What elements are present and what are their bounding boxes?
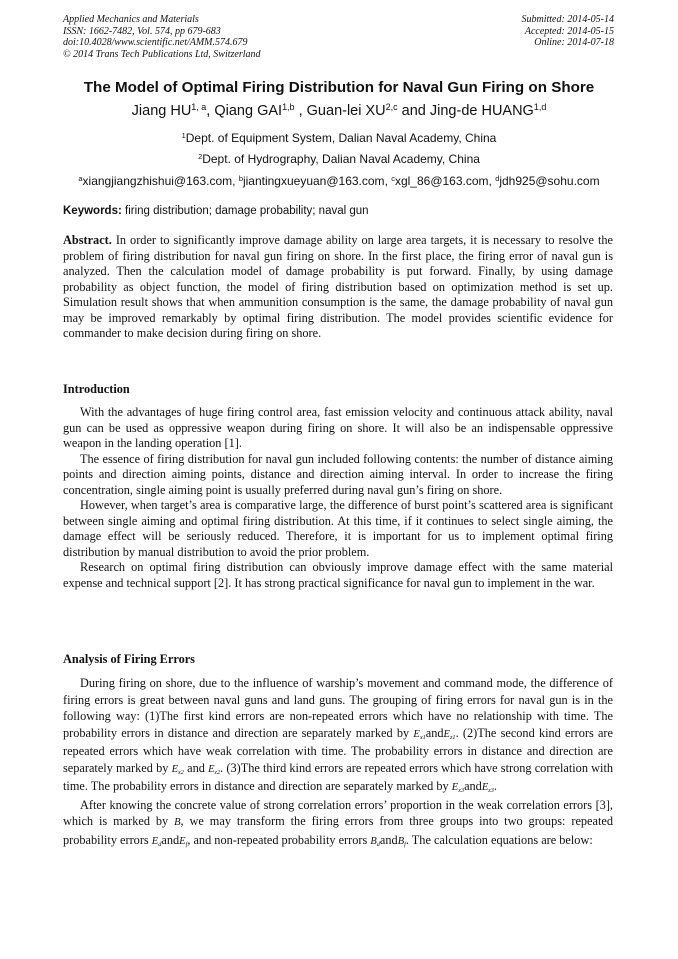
- analysis-paragraph: During firing on shore, due to the influence of warship’s movement and command mode, the difference of firing errors is great between naval guns and land guns. The grouping of firing errors for naval gun is in the following way: (1)The first kind errors are non-repeated errors which have no relationship with time. The probability errors in distance and direction are separately marked by $E_{x1}andE_{z1}$. (2)The second kind errors are repeated errors which have weak correlation with time. The probability errors in distance and direction are separately marked by $E_{x2}$ and $E_{z2}$. (3)The third kind errors are repeated errors which have strong correlation with time. The probability errors in distance and direction are separately marked by $E_{x3}andE_{z3}$.: [63, 676, 614, 795]
- math-symbol: $E_{z2}$: [208, 763, 221, 776]
- journal-issn: ISSN: 1662-7482, Vol. 574, pp 679-683: [63, 25, 221, 37]
- abstract-label: Abstract.: [63, 233, 112, 247]
- author-separator: ,: [298, 103, 307, 119]
- email-address: jiantingxueyuan@163.com: [242, 174, 385, 188]
- analysis-body: [63, 675, 613, 850]
- dates-header: [522, 14, 615, 49]
- author-name: Qiang GAI: [214, 103, 283, 119]
- journal-copyright: © 2014 Trans Tech Publications Ltd, Switzerland: [63, 48, 261, 60]
- author-name: Guan-lei XU: [306, 103, 386, 119]
- analysis-text: After knowing the concrete value of strong correlation errors’ proportion in the weak correlation errors [3], which is marked by: [63, 797, 613, 828]
- email-address: jdh925@sohu.com: [499, 174, 600, 188]
- accepted-date: Accepted: 2014-05-15: [524, 25, 614, 37]
- math-symbol: $E_{x2}$: [171, 763, 184, 776]
- analysis-text: . (2)The second kind errors are repeated errors which have weak correlation with time. The probability errors in distance and direction are separately marked by: [63, 725, 613, 775]
- keywords-label: Keywords:: [63, 205, 122, 217]
- math-symbol: $B_d$: [370, 835, 380, 848]
- author-sup: 2,c: [385, 102, 398, 113]
- analysis-text: , we may transform the firing errors from three groups into two groups: repeated probability errors: [63, 814, 613, 847]
- author-sup: 1, a: [191, 102, 207, 113]
- author-and: and: [397, 103, 430, 119]
- analysis-text: . The calculation equations are below:: [405, 832, 593, 847]
- email-sup: a: [78, 173, 83, 183]
- journal-doi: doi:10.4028/www.scientific.net/AMM.574.679: [63, 37, 248, 48]
- math-symbol: $B_f$: [397, 835, 406, 848]
- section-heading-analysis: Analysis of Firing Errors: [63, 652, 195, 666]
- intro-paragraph: Research on optimal firing distribution can obviously improve damage effect with the same material expense and technical support [2]. It has strong practical significance for naval gun to implement in the war.: [63, 560, 613, 590]
- email-address: xgl_86@163.com: [394, 174, 489, 188]
- email-sup: c: [391, 173, 395, 183]
- paper-title: The Model of Optimal Firing Distribution for Naval Gun Firing on Shore: [83, 79, 595, 96]
- author-sup: 1,b: [282, 102, 295, 113]
- affiliation: [30, 152, 648, 166]
- submitted-date: Submitted: 2014-05-14: [521, 14, 614, 25]
- math-symbol: B: [174, 817, 181, 828]
- intro-paragraph: However, when target’s area is comparative large, the difference of burst point’s scattered area is significant between single aiming and optimal firing distribution. At this time, if it continues to select single aiming, the damage effect will be seriously reduced. Therefore, it is important for us to implement optimal firing distribution by manual distribution to avoid the prior problem.: [63, 498, 613, 559]
- email-address: xiangjiangzhishui@163.com: [82, 174, 233, 188]
- journal-header: [63, 14, 261, 60]
- and-word: and: [161, 832, 180, 847]
- intro-paragraph: The essence of firing distribution for naval gun included following contents: the number of distance aiming points and direction aiming points, distance and direction aiming interval. In order to increase the firing concentration, single aiming point is usually preferred during naval gun’s firing on shore.: [63, 451, 613, 497]
- intro-paragraph: With the advantages of huge firing control area, fast emission velocity and continuous attack ability, naval gun can be used as oppressive weapon during firing on shore. It will also be an indispensable oppressive weapon in the landing operation [1].: [63, 405, 613, 450]
- analysis-text: , and non-repeated probability errors: [187, 832, 368, 847]
- analysis-paragraph: [63, 797, 613, 851]
- analysis-text: . (3)The third kind errors are repeated errors which have strong correlation with time. The probability errors in distance and direction are separately marked by: [63, 760, 614, 793]
- email-sup: b: [238, 173, 243, 183]
- online-date: Online: 2014-07-18: [534, 37, 614, 48]
- math-symbol: $E_{x3}$: [451, 782, 465, 795]
- email-sup: d: [495, 173, 500, 183]
- author-list: [30, 103, 648, 119]
- abstract: [63, 233, 613, 342]
- journal-name: Applied Mechanics and Materials: [63, 14, 199, 25]
- author-name: Jing-de HUANG: [429, 103, 534, 119]
- and-word: and: [425, 725, 444, 740]
- affiliation-text: Dept. of Hydrography, Dalian Naval Academy, China: [202, 152, 480, 166]
- math-symbol: $E_d$: [151, 835, 162, 848]
- affiliation-sup: 2: [198, 151, 203, 161]
- author-sup: 1,d: [533, 102, 547, 113]
- keywords-text: firing distribution; damage probability; naval gun: [125, 205, 369, 217]
- math-symbol: $E_f$: [179, 835, 188, 848]
- email-list: $^a$xiangjiangzhishui@163.com, $^b$jiantingxueyuan@163.com, $^c$xgl_86@163.com, $^d$jdh925@sohu.com: [78, 173, 600, 188]
- and-word: and: [187, 760, 205, 775]
- abstract-text: In order to significantly improve damage ability on large area targets, it is necessary to resolve the problem of firing distribution for naval gun firing on shore. In the first place, the firing error of naval gun is analyzed. Then the calculation model of damage probability is put forward. Finally, by using damage probability as object function, the model of firing distribution based on optimization method is set up. Simulation result shows that when ammunition consumption is the same, the damage probability of naval gun may be improved remarkably by optimal firing distribution. The model provides scientific evidence for commander to make decision during firing on shore.: [63, 233, 613, 340]
- introduction-body: [63, 405, 613, 591]
- affiliation-text: Dept. of Equipment System, Dalian Naval Academy, China: [185, 131, 497, 145]
- affiliation: [30, 131, 648, 145]
- math-symbol: $E_{x1}$: [413, 728, 426, 741]
- analysis-text: During firing on shore, due to the influence of warship’s movement and command mode, the difference of firing errors is great between naval guns and land guns. The grouping of firing errors for naval gun is in the following way: (1)The first kind errors are non-repeated errors which have no relationship with time. The probability errors in distance and direction are separately marked by: [63, 676, 613, 740]
- section-heading-introduction: Introduction: [63, 382, 130, 396]
- affiliation-sup: 1: [181, 130, 186, 140]
- author-name: Jiang HU: [131, 103, 192, 119]
- keywords-line: [63, 205, 369, 217]
- and-word: and: [464, 779, 482, 793]
- math-symbol: $E_{z1}$: [443, 728, 456, 741]
- math-symbol: $E_{z3}$: [481, 782, 494, 795]
- author-separator: ,: [206, 103, 215, 119]
- and-word: and: [379, 832, 398, 847]
